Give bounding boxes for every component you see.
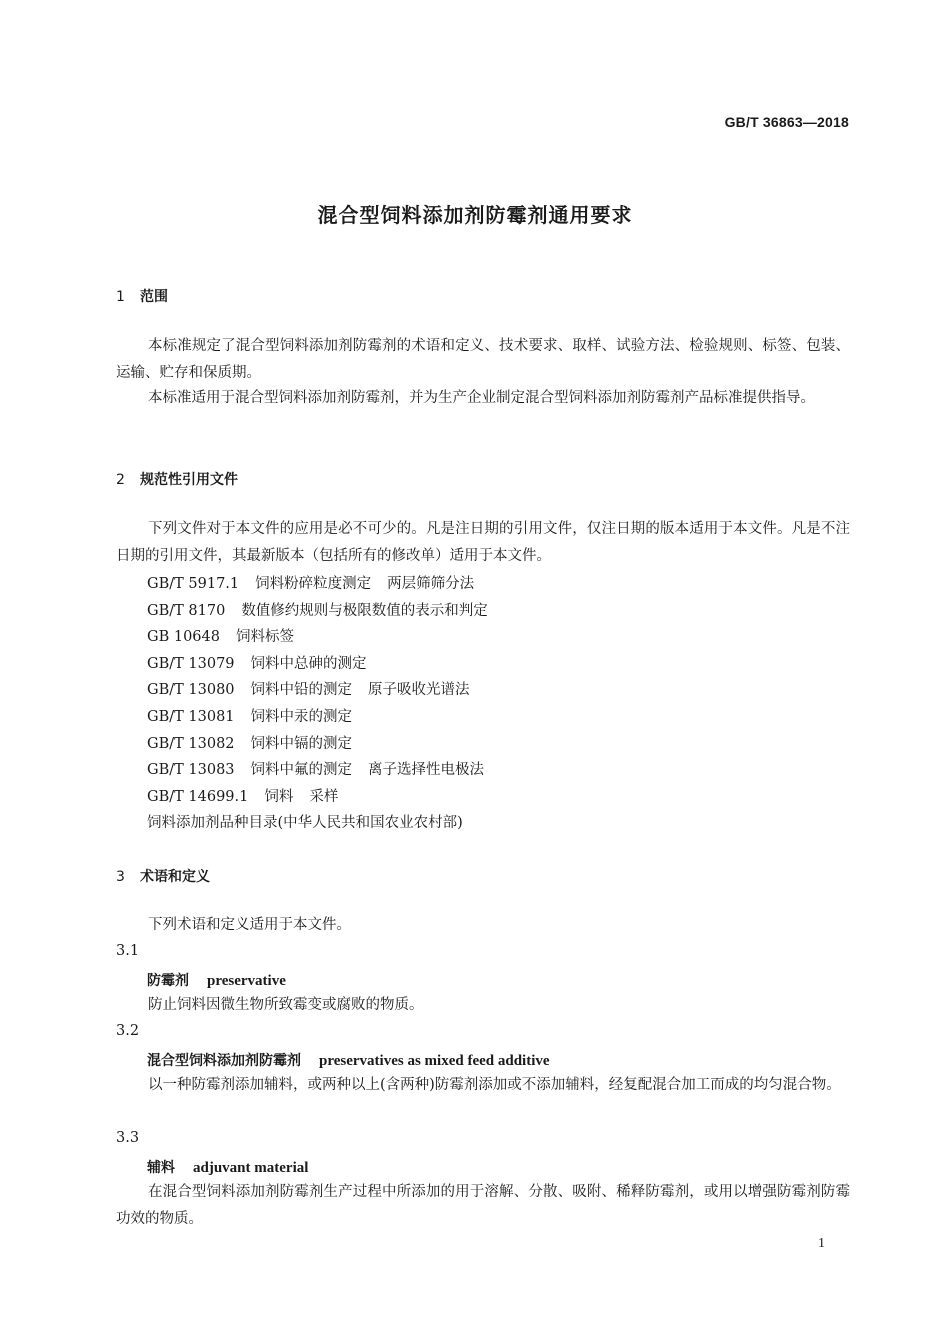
reference-item	[147, 784, 488, 811]
reference-code: GB/T 13081	[147, 708, 235, 725]
term-english: adjuvant material	[193, 1160, 309, 1176]
reference-code: GB/T 8170	[147, 602, 226, 619]
term-definition: 以一种防霉剂添加辅料，或两种以上(含两种)防霉剂添加或不添加辅料，经复配混合加工而成的均匀混合物。	[148, 1077, 841, 1093]
reference-code: GB/T 13082	[147, 735, 235, 752]
reference-code: GB/T 13080	[147, 682, 235, 699]
reference-subtitle: 离子选择性电极法	[368, 762, 485, 779]
reference-subtitle: 采样	[309, 788, 339, 805]
section-title: 范围	[140, 289, 168, 305]
reference-title: 饲料	[264, 788, 294, 805]
reference-title: 饲料中镉的测定	[250, 735, 353, 752]
reference-item	[147, 651, 488, 678]
document-title: 混合型饲料添加剂防霉剂通用要求	[317, 203, 633, 227]
section-title: 术语和定义	[140, 869, 210, 885]
section-number: 3	[116, 869, 125, 885]
reference-title: 饲料添加剂品种目录(中华人民共和国农业农村部)	[147, 815, 463, 832]
section-number: 2	[116, 472, 125, 488]
reference-item	[147, 677, 488, 704]
reference-title: 饲料粉碎粒度测定	[255, 576, 372, 592]
clause-number: 3.2	[116, 1023, 140, 1039]
term-english: preservatives as mixed feed additive	[319, 1053, 550, 1069]
term-entry	[147, 1050, 550, 1070]
section-number: 1	[116, 289, 125, 305]
reference-code: GB/T 5917.1	[147, 576, 240, 592]
reference-item	[147, 810, 488, 837]
term-chinese: 防霉剂	[147, 973, 189, 989]
reference-code: GB 10648	[147, 629, 220, 646]
standard-code: GB/T 36863—2018	[724, 114, 849, 130]
reference-title: 饲料中铅的测定	[250, 682, 353, 699]
reference-code: GB/T 13079	[147, 655, 235, 672]
term-english: preservative	[207, 973, 286, 989]
clause-number: 3.1	[116, 943, 140, 959]
reference-title: 饲料中汞的测定	[250, 708, 353, 725]
section-3-intro: 下列术语和定义适用于本文件。	[148, 917, 351, 933]
section-2-intro: 下列文件对于本文件的应用是必不可少的。凡是注日期的引用文件，仅注日期的版本适用于本文件。凡是不注日期的引用文件，其最新版本（包括所有的修改单）适用于本文件。	[116, 521, 850, 564]
section-title: 规范性引用文件	[140, 472, 238, 488]
term-entry	[147, 1157, 308, 1177]
reference-list	[147, 571, 488, 837]
clause-number: 3.3	[116, 1130, 140, 1146]
reference-item	[147, 731, 488, 758]
reference-item	[147, 598, 488, 625]
term-definition: 防止饲料因微生物所致霉变或腐败的物质。	[148, 997, 424, 1013]
reference-item	[147, 757, 488, 784]
reference-item	[147, 624, 488, 651]
reference-title: 饲料标签	[235, 629, 294, 646]
reference-item	[147, 571, 488, 598]
reference-subtitle: 两层筛筛分法	[387, 576, 475, 592]
term-chinese: 辅料	[147, 1160, 175, 1176]
reference-item	[147, 704, 488, 731]
page-number: 1	[818, 1236, 825, 1251]
term-entry	[147, 970, 286, 990]
reference-code: GB/T 14699.1	[147, 788, 249, 805]
reference-code: GB/T 13083	[147, 762, 235, 779]
reference-title: 数值修约规则与极限数值的表示和判定	[241, 602, 488, 619]
reference-subtitle: 原子吸收光谱法	[368, 682, 470, 699]
term-chinese: 混合型饲料添加剂防霉剂	[147, 1053, 301, 1069]
section-1-paragraph-2: 本标准适用于混合型饲料添加剂防霉剂，并为生产企业制定混合型饲料添加剂防霉剂产品标准提供指导。	[148, 390, 815, 406]
section-1-heading	[116, 286, 168, 306]
section-2-heading	[116, 469, 238, 489]
section-3-heading	[116, 866, 210, 886]
section-1-paragraph-1: 本标准规定了混合型饲料添加剂防霉剂的术语和定义、技术要求、取样、试验方法、检验规则、标签、包装、运输、贮存和保质期。	[116, 338, 850, 381]
term-definition: 在混合型饲料添加剂防霉剂生产过程中所添加的用于溶解、分散、吸附、稀释防霉剂，或用以增强防霉剂防霉功效的物质。	[116, 1184, 850, 1227]
reference-title: 饲料中总砷的测定	[250, 655, 367, 672]
reference-title: 饲料中氟的测定	[250, 762, 353, 779]
